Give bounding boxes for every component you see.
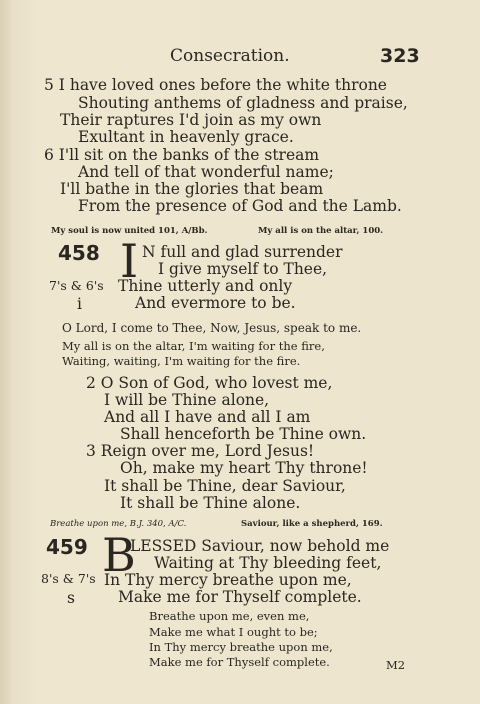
hymn-number: 459: [46, 535, 88, 559]
drop-cap-initial: I: [120, 234, 139, 288]
stanza-line: I'll bathe in the glories that beam: [60, 180, 324, 198]
key-label: s: [67, 589, 75, 607]
chorus-line: My all is on the altar, I'm waiting for the fire,: [62, 339, 325, 353]
verse-line: 3 Reign over me, Lord Jesus!: [86, 442, 315, 460]
refrain-title: O Lord, I come to Thee, Now, Jesus, speak to me.: [62, 321, 362, 335]
hymn-line: LESSED Saviour, now behold me: [130, 537, 390, 555]
verse-line: It shall be Thine, dear Saviour,: [104, 477, 346, 495]
hymn-line: And evermore to be.: [135, 294, 296, 312]
chorus-line: Waiting, waiting, I'm waiting for the fire.: [62, 354, 301, 368]
stanza-line: Exultant in heavenly grace.: [78, 128, 294, 146]
verse-line: Shall henceforth be Thine own.: [120, 425, 367, 443]
hymn-line: N full and glad surrender: [142, 243, 343, 261]
chorus-line: Make me what I ought to be;: [149, 625, 318, 639]
chorus-line: Breathe upon me, even me,: [149, 609, 310, 623]
stanza-line: And tell of that wonderful name;: [78, 163, 334, 181]
stanza-line: 6 I'll sit on the banks of the stream: [44, 146, 320, 164]
tune-reference-right: Saviour, like a shepherd, 169.: [241, 519, 383, 529]
verse-line: And all I have and all I am: [104, 408, 311, 426]
signature-mark: M2: [386, 658, 406, 672]
meter-label: 8's & 7's: [41, 571, 96, 586]
chorus-line: In Thy mercy breathe upon me,: [149, 640, 333, 654]
tune-reference-right: My all is on the altar, 100.: [258, 226, 384, 236]
stanza-line: 5 I have loved ones before the white throne: [44, 76, 387, 94]
hymn-line: Waiting at Thy bleeding feet,: [154, 554, 382, 572]
meter-label: 7's & 6's: [49, 278, 104, 293]
stanza-line: Their raptures I'd join as my own: [60, 111, 322, 129]
verse-line: I will be Thine alone,: [104, 391, 270, 409]
key-label: i: [77, 295, 82, 313]
page-title: Consecration.: [170, 46, 290, 66]
verse-line: Oh, make my heart Thy throne!: [120, 459, 368, 477]
stanza-line: Shouting anthems of gladness and praise,: [78, 94, 408, 112]
hymn-number: 458: [58, 241, 100, 265]
tune-reference-left: My soul is now united 101, A/Bb.: [51, 226, 208, 236]
hymn-line: Thine utterly and only: [118, 277, 293, 295]
page-number: 323: [380, 45, 420, 67]
tune-reference-left: Breathe upon me, B.J. 340, A/C.: [50, 519, 187, 529]
chorus-line: Make me for Thyself complete.: [149, 655, 330, 669]
hymn-line: Make me for Thyself complete.: [118, 588, 362, 606]
hymn-line: I give myself to Thee,: [158, 260, 328, 278]
drop-cap-initial: B: [102, 528, 136, 582]
stanza-line: From the presence of God and the Lamb.: [78, 197, 402, 215]
verse-line: It shall be Thine alone.: [120, 494, 301, 512]
verse-line: 2 O Son of God, who lovest me,: [86, 374, 333, 392]
hymn-line: In Thy mercy breathe upon me,: [104, 571, 352, 589]
